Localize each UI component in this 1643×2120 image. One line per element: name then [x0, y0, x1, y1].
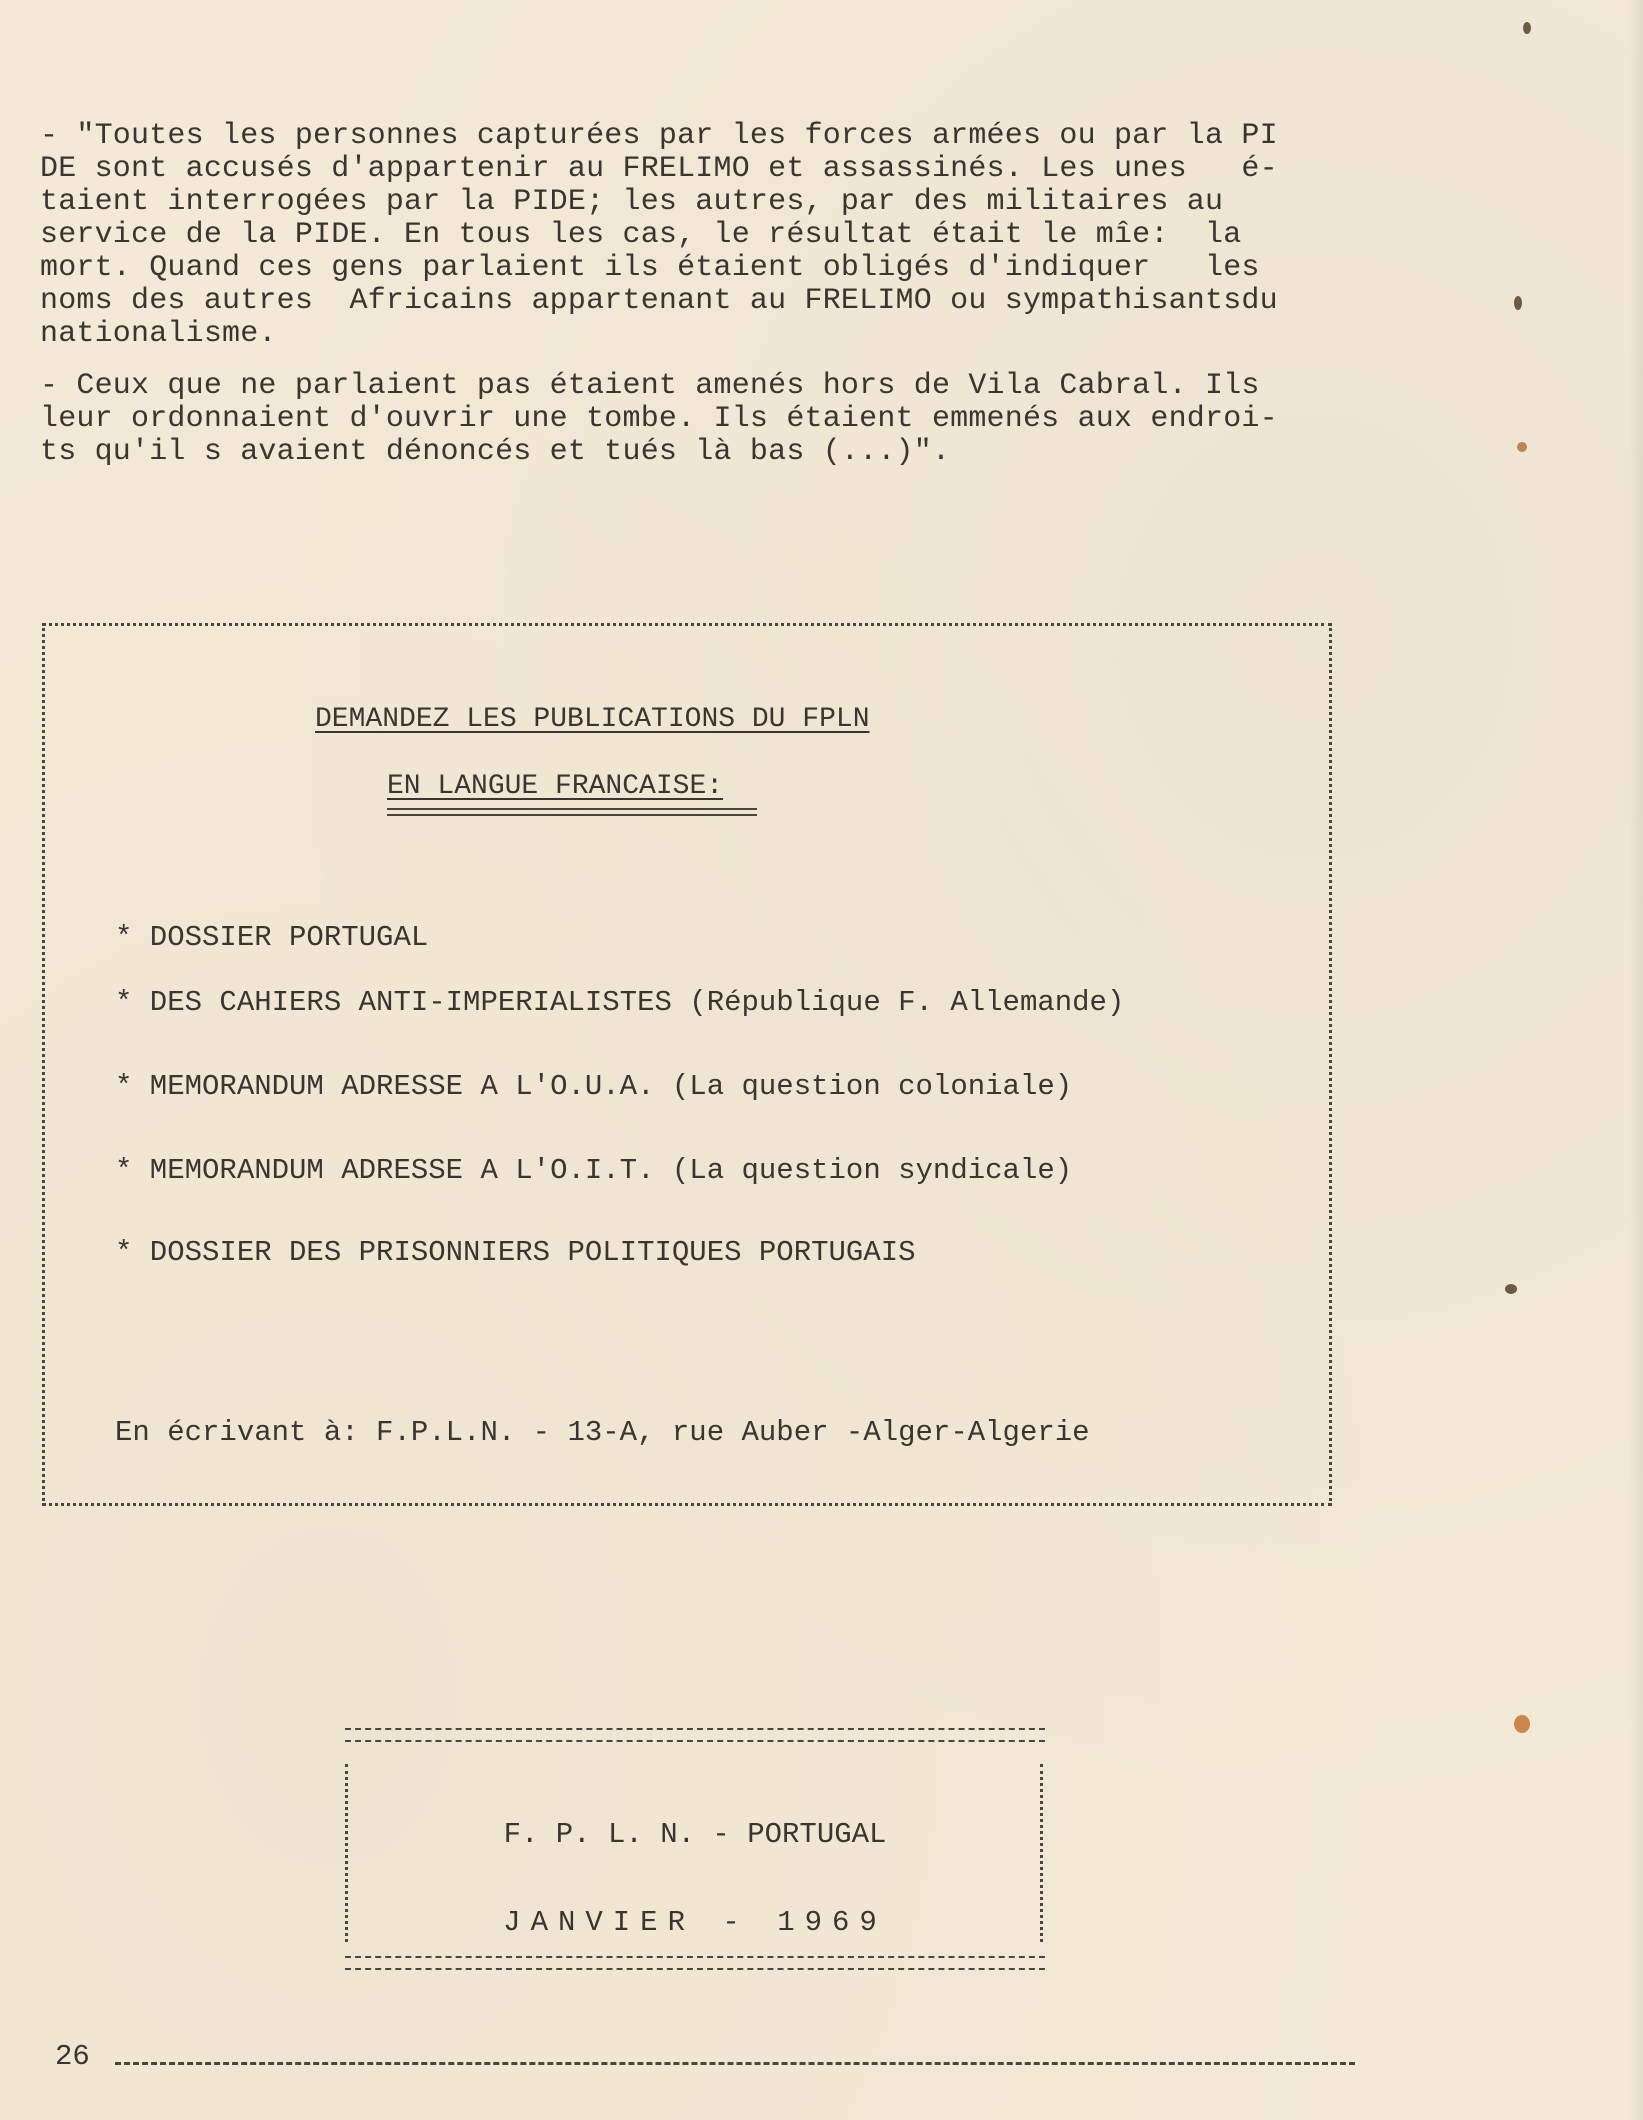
footer-rule-top-inner	[345, 1740, 1045, 1742]
publications-subheading: EN LANGUE FRANCAISE:	[387, 771, 724, 802]
publication-item: * MEMORANDUM ADRESSE A L'O.I.T. (La question syndicale)	[115, 1154, 1073, 1187]
page-edge-shadow	[1629, 0, 1643, 2120]
publication-item: * DOSSIER DES PRISONNIERS POLITIQUES PORTUGAIS	[115, 1236, 916, 1269]
paper-speck	[1514, 1715, 1530, 1733]
paper-speck	[1505, 1284, 1517, 1294]
paper-speck	[1523, 22, 1531, 34]
publications-heading: DEMANDEZ LES PUBLICATIONS DU FPLN	[315, 704, 870, 735]
footer-rule-top	[345, 1728, 1045, 1730]
footer-rule-bottom	[345, 1968, 1045, 1970]
page-number: 26	[55, 2040, 90, 2073]
footer-box	[345, 1728, 1045, 1978]
footer-organization: F. P. L. N. - PORTUGAL	[503, 1818, 887, 1851]
paragraph-testimony: - "Toutes les personnes capturées par les forces armées ou par la PI DE sont accusés d'appartenir au FRELIMO et assassinés. Les unes é- taient interrogées par la PIDE; les autres, par des militaires au service de la PIDE. En tous les cas, le résultat était le mîe: la mort. Quand ces gens parlaient ils étaient obligés d'indiquer les noms des autres Africains appartenant au FRELIMO ou sympathisantsdu nationalisme.	[40, 119, 1278, 351]
publications-box	[42, 623, 1332, 1506]
subheading-double-rule	[387, 808, 757, 816]
publication-item: * MEMORANDUM ADRESSE A L'O.U.A. (La question coloniale)	[115, 1070, 1073, 1103]
paragraph-testimony-continued: - Ceux que ne parlaient pas étaient amenés hors de Vila Cabral. Ils leur ordonnaient d'ouvrir une tombe. Ils étaient emmenés aux endroi- ts qu'il s avaient dénoncés et tués là bas (...)".	[40, 369, 1278, 469]
page-bottom-dashed-rule	[115, 2062, 1355, 2065]
paper-speck	[1514, 296, 1522, 310]
order-address: En écrivant à: F.P.L.N. - 13-A, rue Auber -Alger-Algerie	[115, 1416, 1090, 1449]
footer-date: JANVIER - 1969	[503, 1906, 887, 1939]
paper-speck	[1517, 442, 1527, 452]
footer-rule-bottom-inner	[345, 1956, 1045, 1958]
publication-item: * DOSSIER PORTUGAL	[115, 921, 429, 954]
publication-item: * DES CAHIERS ANTI-IMPERIALISTES (République F. Allemande)	[115, 986, 1125, 1019]
